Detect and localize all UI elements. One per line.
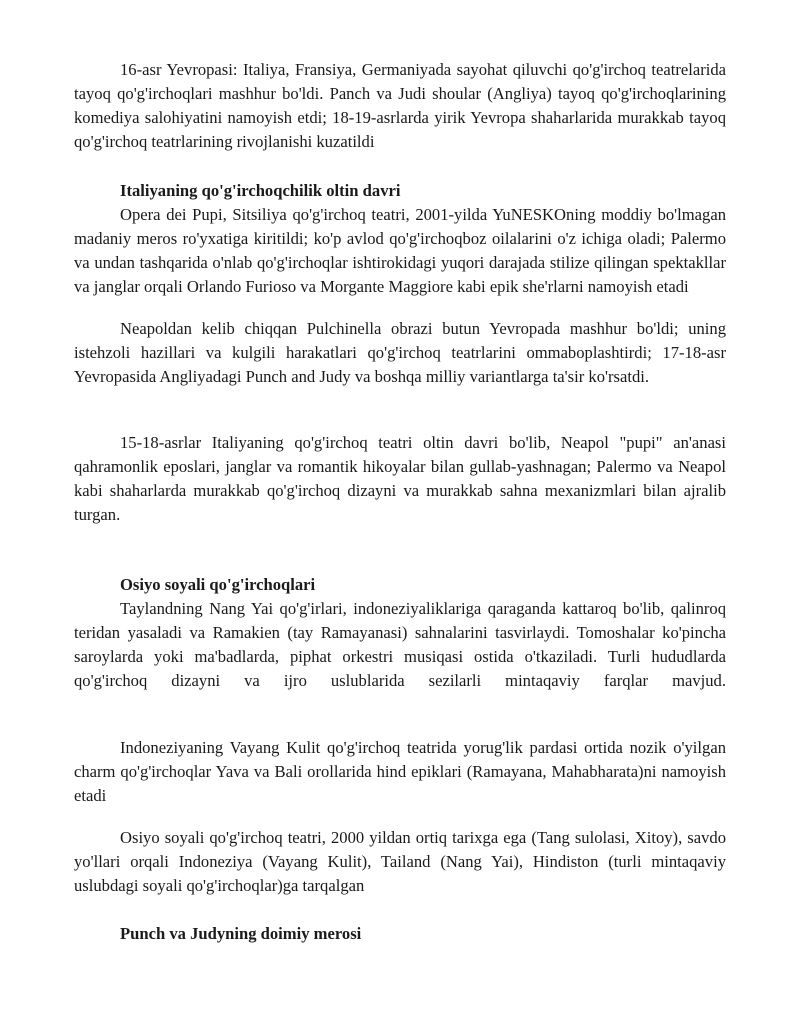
heading-italy-golden-age: Italiyaning qo'g'irchoqchilik oltin davri [120, 181, 401, 200]
paragraph-asian-shadow-history: Osiyo soyali qo'g'irchoq teatri, 2000 yildan ortiq tarixga ega (Tang sulolasi, Xitoy), savdo yo'llari orqali Indoneziya (Vayang Kulit), Tailand (Nang Yai), Hindiston (turli mintaqaviy uslubdagi soyali qo'g'irchoqlar)ga tarqalgan [74, 828, 726, 895]
heading-asian-shadow-puppets: Osiyo soyali qo'g'irchoqlari [120, 575, 316, 594]
paragraph-opera-dei-pupi: Opera dei Pupi, Sitsiliya qo'g'irchoq teatri, 2001-yilda YuNESKOning moddiy bo'lmagan madaniy meros ro'yxatiga kiritildi; ko'p avlod qo'g'irchoqboz oilalarini o'z ichiga oladi; Palermo va undan tashqarida o'nlab qo'g'irchoqlar ishtirokidagi yuqori darajada stilize qilingan spektakllar va janglar orqali Orlando Furioso va Morgante Maggiore kabi epik she'rlarni namoyish etadi [74, 205, 726, 296]
paragraph-wayang-kulit: Indoneziyaning Vayang Kulit qo'g'irchoq teatrida yorug'lik pardasi ortida nozik o'yilgan charm qo'g'irchoqlar Yava va Bali orollarida hind epiklari (Ramayana, Mahabharata)ni namoyish etadi [74, 738, 726, 805]
paragraph-stick-puppets-europe: 16-asr Yevropasi: Italiya, Fransiya, Germaniyada sayohat qiluvchi qo'g'irchoq teatrelarida tayoq qo'g'irchoqlari mashhur bo'ldi. Panch va Judi shoular (Angliya) tayoq qo'g'irchoqlarining komediya salohiyatini namoyish etdi; 18-19-asrlarda yirik Yevropa shaharlarida murakkab tayoq qo'g'irchoq teatrlarining rivojlanishi kuzatildi [74, 60, 726, 151]
document-page [74, 58, 726, 946]
paragraph-pulchinella: Neapoldan kelib chiqqan Pulchinella obrazi butun Yevropada mashhur bo'ldi; uning istehzoli hazillari va kulgili harakatlari qo'g'irchoq teatrlarini ommaboplashtirdi; 17-18-asr Yevropasida Angliyadagi Punch and Judy va boshqa milliy variantlarga ta'sir ko'rsatdi. [74, 319, 726, 386]
paragraph-nang-yai: Taylandning Nang Yai qo'g'irlari, indoneziyaliklariga qaraganda kattaroq bo'lib, qalinroq teridan yasaladi va Ramakien (tay Ramayanasi) sahnalarini tasvirlaydi. Tomoshalar ko'pincha saroylarda yoki ma'badlarda, piphat orkestri musiqasi ostida o'tkaziladi. Turli hududlarda qo'g'irchoq dizayni va ijro uslublarida sezilarli mintaqaviy farqlar mavjud. [74, 599, 726, 690]
paragraph-italy-15-18-centuries: 15-18-asrlar Italiyaning qo'g'irchoq teatri oltin davri bo'lib, Neapol "pupi" an'anasi qahramonlik eposlari, janglar va romantik hikoyalar bilan gullab-yashnagan; Palermo va Neapol kabi shaharlarda murakkab qo'g'irchoq dizayni va murakkab sahna mexanizmlari bilan ajralib turgan. [74, 433, 726, 524]
heading-punch-and-judy-legacy: Punch va Judyning doimiy merosi [120, 924, 362, 943]
